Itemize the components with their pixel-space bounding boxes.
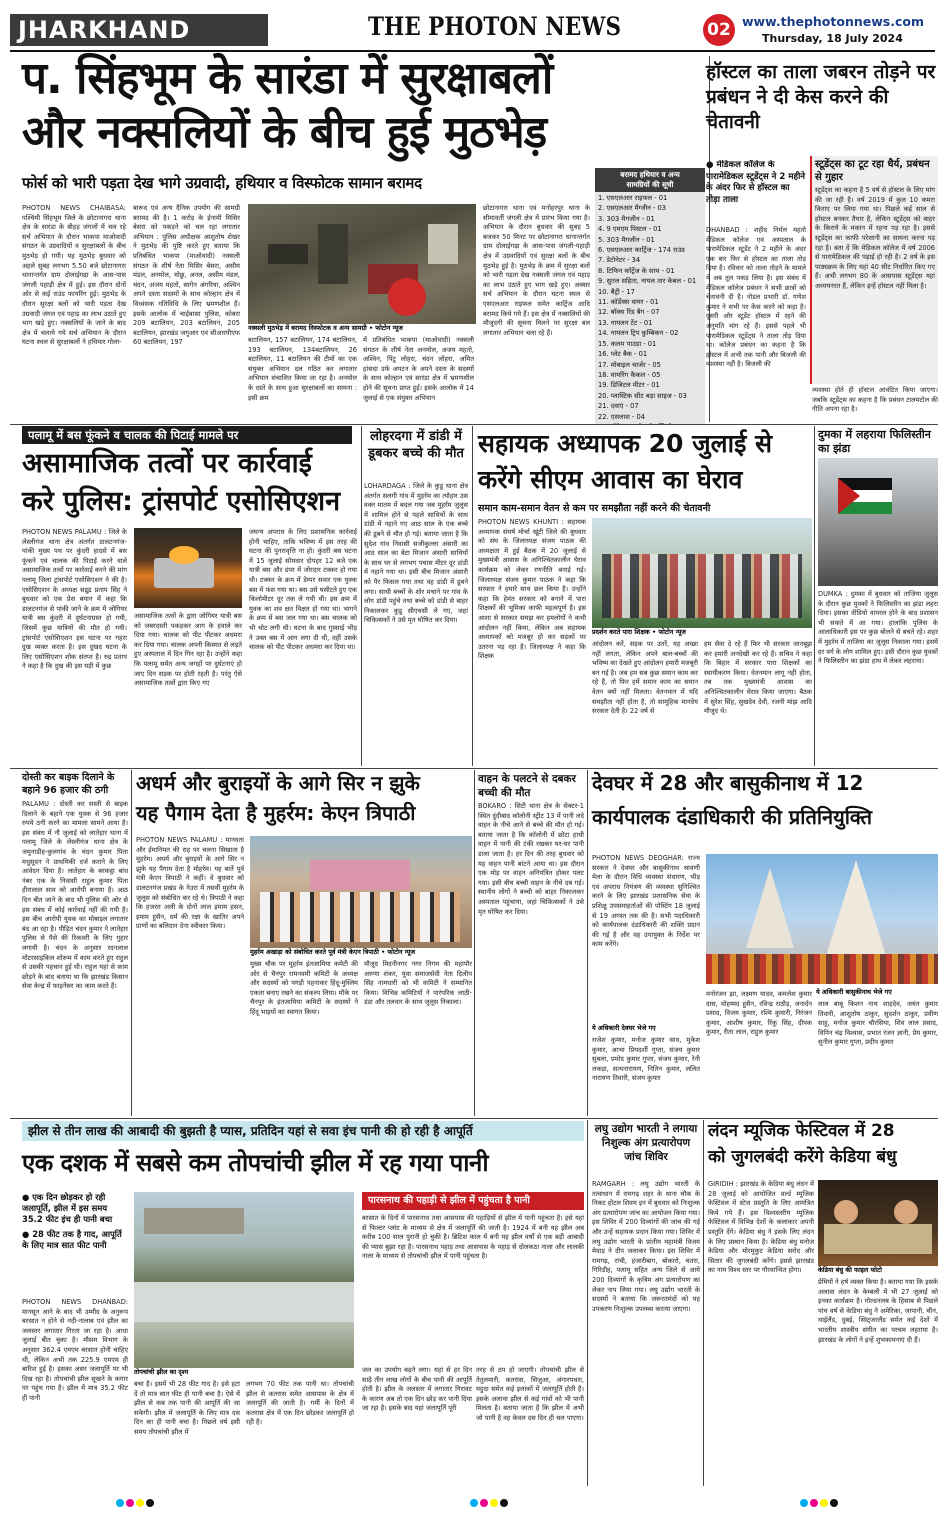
divider-lohardaga-teacher xyxy=(472,426,473,766)
bullet-icon: ● xyxy=(22,1192,33,1202)
lead-subhead: फोर्स को भारी पड़ता देख भागे उग्रवादी, हथियार व विस्फोटक सामान बरामद xyxy=(22,174,422,192)
lake-bullets: ● एक दिन छोड़कर हो रही जलापूर्ति, झील में इस समय 35.2 फीट इंच ही पानी बचा ● 28 फीट तक है गाद, आपूर्ति के लिए मात्र सात फीट पानी xyxy=(22,1192,122,1250)
lake-photo xyxy=(134,1192,354,1368)
recovered-item: 11. कॉर्डेक्स वायर - 01 xyxy=(598,298,659,307)
hostel-side-text: स्टूडेंट्स का कहना है 5 वर्ष से हॉस्टल के लिए मांग की जा रही है। वर्ष 2019 में कुल 10 कमरा किराए पर लिया गया था। पिछले कई साल से हॉस्टल बनकर तैयार है, लेकिन स्टूडेंट्स को बाहर के किराये के मकान में रहना पड़ रहा है। इससे स्टूडेंट्स का काफी परेशानी का सामना करना पड़ रहा है। बता दें कि मेडिकल कॉलेज में वर्ष 2006 से पारामेडिकल की पढ़ाई हो रही है। 2 वर्ष के इस पाठ्यक्रम के लिए यहां 40 सीट निर्धारित किए गए हैं। अभी लगभग 80 के आसपास स्टूडेंट्स यहां अध्ययनरत हैं, लेकिन इन्हें हॉस्टल नहीं मिला है। xyxy=(815,186,935,290)
recovered-item: 10. बैट्री - 17 xyxy=(598,287,635,296)
divider-muharram-bokaro xyxy=(474,770,475,1116)
divider-fraud-muharram xyxy=(131,770,132,1116)
recovered-item: 16. प्लेट बैक - 01 xyxy=(598,350,648,359)
section-label: JHARKHAND xyxy=(10,14,268,46)
palamu-headline-l2: करे पुलिस: ट्रांसपोर्ट एसोसिएशन xyxy=(22,486,341,517)
lake-col2: बचा है। इसमें भी 28 फीट गाद है। इसे हटा दें तो मात्र सात फीट ही पानी बचा है। ऐसे में झील से कब तक पानी की आपूर्ति की जा सकेगी। झील में जलापूर्ति के लिए मात्र दस दिन का ही पानी बचा है। पिछले वर्ष इसी समय तोपचांची झील में xyxy=(134,1380,240,1436)
teacher-headline-l1: सहायक अध्यापक 20 जुलाई से xyxy=(478,429,772,458)
recovered-item: 14. नायलन ट्रिप कुम्बिकन - 02 xyxy=(598,329,679,338)
lake-headline: एक दशक में सबसे कम तोपचांची झील में रह गया पानी xyxy=(22,1149,489,1177)
bullet-icon: ● xyxy=(22,1229,33,1239)
section-rule-3 xyxy=(10,1118,938,1119)
palamu-photo xyxy=(134,528,242,608)
recovered-items-box xyxy=(595,168,705,424)
recovered-item: 1. एसएलआर राइफल - 01 xyxy=(598,194,668,202)
ramgarh-headline: लघु उद्योग भारती ने लगाया निशुल्क अंग प्रत्यारोपण जांच शिविर xyxy=(594,1123,698,1163)
london-headline-l1: लंदन म्यूजिक फेस्टिवल में 28 xyxy=(708,1121,895,1141)
teacher-photo-caption: प्रदर्शन करते पारा शिक्षक • फोटोन न्यूज xyxy=(592,628,812,637)
recovered-item: 13. नायलन टेंट - 01 xyxy=(598,318,653,327)
hostel-col-a: DHANBAD : शहीद निर्मल महतो मेडिकल कॉलेज एवं अस्पताल के पारामेडिकल स्टूडेंट ने 2 महीने के अंदर एक बार फिर से हॉस्टल का ताला तोड़ दिया है। रविवार को ताला तोड़ने के मामले में अब तूल पकड़ लिया है। इस संबंध में मेडिकल कॉलेज प्रबंधन ने सभी छात्रों को चेतावनी दी है। नोडल प्रभारी डॉ. गणेश कुमार ने सभी पर केस करने को कहा है। दूसरी ओर स्टूडेंट हॉस्टल में रहने की अनुमति मांग रहे हैं। इससे पहले भी पारामेडिकल स्टूडेंट्स ने ताला तोड़ दिया था। कॉलेज प्रबंधन का कहना है कि हॉस्टल में अभी तक पानी और बिजली की व्यवस्था नहीं है। बिजली की xyxy=(706,226,806,369)
deoghar-col4: लाल बाबू किशन नाथ शाहदेव, जयंत कुमार तिवारी, आशुतोष ठाकुर, सुदर्शन ठाकुर, प्रवीण साहू, मनोज कुमार चौरसिया, शिव लाल प्रसाद, विपिन चंद्र विश्वास, प्रभात रंजन ज्ञानी, प्रेम कुमार, सुनील कुमार गुप्ता, प्रदीप कुमार xyxy=(818,1000,938,1047)
issue-date: Thursday, 18 July 2024 xyxy=(762,32,903,45)
palamu-headline-l1: असामाजिक तत्वों पर कार्रवाई xyxy=(22,448,312,479)
dumka-text: DUMKA : दुमका में बुधवार को ताजिया जुलूस के दौरान कुछ युवकों ने फिलिस्तीन का झंडा लहरा दिया। इसका वीडियो वायरल होने के बाद प्रशासन भी सकते में आ गया। हालांकि पुलिस के आलाधिकारी इस पर कुछ बोलने से बचते रहे। शहर में मुहर्रम में ताजिया का जुलूस निकाला गया। इसमें हर वर्ग के लोग शामिल हुए। इसी दौरान कुछ युवकों ने फिलिस्तीन का झंडा हाथ में लेकर लहराया। xyxy=(818,590,938,666)
london-photo xyxy=(818,1180,938,1266)
recovered-item: 6. एसएलआर कार्ट्रिज - 174 राउंड xyxy=(598,246,685,255)
section-rule-1 xyxy=(10,424,938,425)
lead-col3: बटालियन, 157 बटालियन, 174 बटालियन, 193 बटालियन, 134बटालियन, 26 बटालियन, 11 बटालियन की टीमों का एक संयुक्त अभियान दल गठित कर लगातार अभियान संचालित किया जा रहा है। अनमोल के दस्ते के साथ हुआ सुरक्षाबलों का सामना : इसी क्रम xyxy=(248,336,357,402)
page-number: 02 xyxy=(703,14,735,46)
lead-photo-caption: नक्सली मुठभेड़ में बरामद विस्फोटक व अन्य सामग्री • फोटोन न्यूज xyxy=(248,324,476,333)
teacher-headline-l2: करेंगे सीएम आवास का घेराव xyxy=(478,465,743,494)
muharram-photo xyxy=(250,836,472,948)
lead-photo xyxy=(248,204,476,324)
lake-col1: PHOTON NEWS DHANBAD: मानसून आने के बाद भी उम्मीद के अनुरूप बरसात न होने से नदी-नालाब एवं झील का जलस्तर लगातार गिरता जा रहा है। आधा जुलाई बीत चुका है। मौसम विभाग के अनुसार 362.4 एमएम बरसात होनी चाहिए थी, लेकिन अभी तक 225.9 एमएम ही बारिश हुई है। इसका असर जलापूर्ति पर भी दिख रहा है। तोपचांची झील सूखने के कगार पर पहुंच गया है। झील में मात्र 35.2 फीट ही पानी xyxy=(22,1298,128,1402)
hostel-bullet: ● मेडिकल कॉलेज के पारामेडिकल स्टूडेंट्स ने 2 महीने के अंदर फिर से हॉस्टल का तोड़ा ताला xyxy=(706,160,806,205)
teacher-photo xyxy=(592,518,812,628)
fraud-headline: दोस्ती कर बाइक दिलाने के बहाने 96 हजार की ठगी xyxy=(22,772,115,796)
recovered-item: 3. 303 मैगजीन - 01 xyxy=(598,214,655,223)
lead-col2: बारूद एवं अन्य दैनिक उपयोग की सामग्री बरामद की है। 1 करोड़ के ईनामी मिसिर बेसरा को पकड़ने को चल रहा लगातार अभियान : पुलिस अधीक्षक आशुतोष शेखर ने मुठभेड़ की पुष्टि करते हुए बताया कि प्रतिबंधित भाकपा (माओवादी) नक्सली संगठन के शीर्ष नेता मिसिर बेसरा, असीम मंडल, अनमोल, मोछु, अनल, असीम मंडल, चंदन, अजय महतो, सागेन अंगरिया, अश्विन अपने दस्ता सदस्यों के साथ कोल्हान क्षेत्र में विध्वंसक गतिविधि के लिए भ्रमणशील हैं। इसके आलोक में चाईबासा पुलिस, कोबरा 209 बटालियन, 203 बटालियन, 205 बटालियन, झारखंड जगुआर एवं सीआरपीएफ 60 बटालियन, 197 xyxy=(133,204,240,347)
divider-bokaro-deoghar xyxy=(587,770,588,1116)
recovered-item: 15. कलम पाउडा - 01 xyxy=(598,339,657,348)
lead-col4: में प्रतिबंधित भाकपा (माओवादी) नक्सली संगठन के शीर्ष नेता अनमोल, अजय महतो, अश्विन, पिंटु लोहरा, चंदन लोहरा, अमित हांसदा उर्फ अपटन के अपने दस्ता के सदस्यों के साथ कोल्हान एवं सारंडा क्षेत्र में भ्रमणशील होने की सूचना प्राप्त हुई। इसके आलोक में 14 जुलाई से एक संयुक्त अभियान xyxy=(363,336,474,402)
recovered-items-title: बरामद हथियार व अन्य सामग्रियों की सूची xyxy=(595,168,705,192)
recovered-item: 7. डेटोनेटर - 34 xyxy=(598,256,641,265)
deoghar-col1: PHOTON NEWS DEOGHAR: राज्य सरकार ने देवघर और बासुकीनाथ श्रावणी मेला के दौरान विधि व्यवस्था संधारण, भीड़ एवं अपराध नियंत्रण की व्यवस्था सुनिश्चित करने के लिए झारखंड प्रशासनिक सेवा के प्रशिक्षु उपसमाहर्ताओं की पोस्टिंग 18 जुलाई से 19 अगस्त तक की है। सभी पदाधिकारी को कार्यपालक दंडाधिकारी की शक्ति प्रदान की गई है और वह उपायुक्त के निर्देश पर काम करेंगे। xyxy=(592,854,700,949)
palamu-col2: असामाजिक तत्वों के द्वारा जोगियर यात्री बस को जबरदस्ती पकड़कर आग के हवाले कर दिया गया। चालक को पीट पीटकर अधमरा कर दिया गया। चालक अपनी किस्मत से लड़ते हुए अस्पताल में दिन गिन रहा है। उन्होंने कहा कि पलामू समेत अन्य जगहों पर दुर्घटनाएं हो जाए दिन सड़क पर होती रहती है। परंतु ऐसे असामाजिक तत्वों द्वारा किए गए xyxy=(134,612,242,688)
muharram-col1: PHOTON NEWS PALAMU : मानवता और ईमानियत की राह पर चलना सिखाता है मुहर्रम। अधर्म और बुराइयों के आगे सिर न झुके यह पैगाम देता है मोहर्रम। यह बातें पूर्व मंत्री केएन त्रिपाठी ने कहीं। वे बुधवार को डालटनगंज प्रखंड के नेउरा में तसवीं मुहर्रम के जुलूस को संबोधित कर रहे थे। त्रिपाठी ने कहा कि हजरत अली के दोनों लाल इमाम हसन, इमाम हुसैन, धर्म की रक्षा के खातिर अपने प्राणों का बलिदान देना स्वीकार किया। xyxy=(136,836,244,931)
recovered-item: 17. मोबाइल चार्जर - 05 xyxy=(598,360,661,369)
palamu-col3: जघन्य अपराध के लिए प्रशासनिक कार्रवाई होनी चाहिए, ताकि भविष्य में इस तरह की घटना की पुनरावृत्ति ना हो। कुंदरी बस घटना में 15 जुलाई सोमवार दोपहर 12 बजे एक यात्री बस और डंपर में जोरदार टक्कर हो गया थी। टक्कर के क्रम में डेम्पर सवार एक युवक बस में फंस गया था। बस उसे घसीटते हुए एक किलोमीटर दूर तक ले गयी थी। इस क्रम में युवक का शव क्षत विक्षत हो गया था। भागने के क्रम में बस जल गया था। बस चालक को भी चोट लगी थी। घटना के बाद गुस्साई भीड़ ने उक्त बस में आग लगा दी थी, वहीं उसके चालक को पीट पीटकर अधमरा कर दिया था। xyxy=(249,528,357,652)
lake-banner: झील से तीन लाख की आबादी की बुझती है प्यास, प्रतिदिन यहां से सवा इंच पानी की हो रही है आपूर्ति xyxy=(22,1121,584,1141)
deoghar-photo-caption: ये अधिकारी बासुकीनाथ भेजे गए xyxy=(816,988,938,997)
lake-photo-caption: तोपचांची झील का दृश्य xyxy=(134,1368,354,1377)
lohardaga-headline: लोहरदगा में डांडी में डूबकर बच्चे की मौत xyxy=(368,429,464,461)
recovered-items-list xyxy=(595,192,705,424)
bokaro-text: BOKARO : सिटी थाना क्षेत्र के सेक्टर-1 स्थित दुंदीबाद कॉलोनी स्ट्रीट 13 में पानी लदे वाहन के नीचे आने से बच्चे की मौत हो गई। बताया जाता है कि कॉलोनी में छोटा हाथी वाहन में पानी की टंकी रखकर घर-घर पानी डाला जाता है। हर दिन की तरह बुधवार को यह वाहन पानी बांटने आया था। इस दौरान एक मोड़ पर वाहन अनियंत्रित होकर पलट गया। इसी बीच बच्ची वाहन के नीचे दब गई। स्थानीय लोगों ने बच्ची को बाहर निकालकर अस्पताल पहुंचाया, जहां चिकित्सकों ने उसे मृत घोषित कर दिया। xyxy=(478,802,584,916)
muharram-col3: मौजूद मिदनीनगर नगर निगम की महापौर अरुणा शंकर, युवा समाजसेवी नेता दिलीप सिंह नामधारी को भी कमिटी ने सम्मानित किया। विभिन्न कमिटियों ने पारंपरिक लाठी-डंडा और तलवार के साथ जुलूस निकाला। xyxy=(364,960,472,1007)
recovered-item: 22. एसलाश - 04 xyxy=(598,412,645,421)
recovered-item: 12. बॉक्स रिंड बैग - 07 xyxy=(598,308,660,317)
recovered-item: 18. वायरिंग कैकल - 05 xyxy=(598,370,661,379)
recovered-item: 5. 303 मैगजीन - 01 xyxy=(598,235,655,244)
palamu-col1: PHOTON NEWS PALAMU : जिले के लेस्लीगंज थाना क्षेत्र अंतर्गत डालटनगंज-पांकी मुख्य पथ पर कुंदरी हादसे में बस फूंकने एवं चालक की पिटाई करने वाले असामाजिक तत्वों पर कार्रवाई करने की मांग पलामू जिला ट्रांसपोर्ट एसोसिएशन ने की है। एसोसिएशन के अध्यक्ष सद्रुद्र प्रताप सिंह ने बुधवार को एक प्रेस बयान में कहा कि डालटनगंज से पांकी जाने के क्रम में जोगियर यात्री बस कुंदरी में दुर्घटनाग्रस्त हो गयी, जिसमें कुछ यात्रियों की मौत हो गयी। ट्रांसपोर्ट एसोसिएशन इस घटना पर गहरा दुख व्यक्त करता है। इस दुखद घटना के लिए एसोसिएशन शोक संतप्त है। रुद्र प्रताप ने कहा है कि दुख की इस घड़ी में कुछ xyxy=(22,528,127,671)
recovered-item: 2. एसएलआर मैग्जीन - 03 xyxy=(598,204,667,213)
london-col1: GIRIDIH : झारखंड के केडिया बंधु लंदन में 28 जुलाई को आयोजित वर्ल्ड म्यूजिक फेस्टिवल में स्टेज प्रस्तुति के लिए आमंत्रित किये गये हैं। इस विश्वस्तरीय म्यूजिक फेस्टिवल में विभिन्न देशों के कलाकार अपनी प्रस्तुति देंगे। केडिया बंधु ने इसके लिए लंदन के लिए प्रस्थान किया है। केडिया बंधु मनोज केडिया और मोरमुकुट केडिया सरोद और सितार की जुगलबंदी करेंगे। इससे झारखंड का नाम विश्व स्तर पर गौरवान्वित होगा। xyxy=(708,1180,814,1275)
masthead xyxy=(0,0,945,52)
divider-ramgarh-london xyxy=(703,1120,704,1486)
lead-headline-line1: प. सिंहभूम के सारंडा में सुरक्षाबलों xyxy=(22,53,553,104)
lake-col6: तरह से ठप हो जाएगी। तोपचांची झील से तेतुलमारी, कतरास, सिजुआ, अंगारपथरा, महुदा समेत कई इलाकों में जलापूर्ति होती है। इसके अलावा झील से कई गांवों को भी पानी मिलता है। बताया जाता है कि झील में अभी जो पानी है वह केवल दस दिन ही चल पाएगा। xyxy=(476,1366,584,1422)
print-registration-bar xyxy=(0,1496,945,1510)
lohardaga-text: LOHARDAGA : जिले के कुडू थाना क्षेत्र अंतर्गत सलगी गांव में मुहर्रम का त्योहार उस वक्त मातम में बदल गया जब मुहर्रम जुलूस में शामिल होने से पहले साथियों के साथ डांडी में नहाने गए आठ साल के एक बच्चे की डूबने से मौत हो गई। बताया जाता है कि सुदेश गांव निवासी सजीकुल्ला अंसारी का आठ साल का बेटा मिजान अंसारी साथियों के साथ घर से लगभग पचास मीटर दूर डांडी में नहाने गया था। इसी बीच मिजान अंसारी को पैर फिसल गया तथा वह डांडी में डूबने लगा। साथी बच्चों के शोर मचाने पर गांव के लोग डांडी पहुंचे तथा बच्चे को डांडी से बाहर निकालकर कुडू सीएचसी ले गए, जहां चिकित्सकों ने उसे मृत घोषित कर दिया। xyxy=(364,482,468,625)
masthead-rule xyxy=(10,50,935,52)
palamu-kicker: पलामू में बस फूंकने व चालक की पिटाई मामले पर xyxy=(22,426,352,444)
hostel-side-head: स्टूडेंट्स का टूट रहा धैर्य, प्रबंधन से गुहार xyxy=(815,159,930,183)
london-headline-l2: को जुगलबंदी करेंगे केडिया बंधु xyxy=(708,1147,897,1167)
divider-teacher-dumka xyxy=(814,426,815,766)
lake-col5: जल का उपयोग बढ़ने लगा। यहां से हर दिन साढ़े तीन लाख लोगों के बीच पानी की आपूर्ति होती है। झील के जलस्तर में लगातार गिरावट के कारण अब तो एक दिन छोड़ कर पानी दिया जा रहा है। इसके बाद यहां जलापूर्ति पूरी xyxy=(362,1366,472,1413)
recovered-item: 21. दवाएं - 07 xyxy=(598,402,639,411)
divider-palamu-lohardaga xyxy=(361,426,362,766)
hostel-sidebox xyxy=(810,156,938,384)
lake-col4: बरसात के दिनों में पारसनाथ तथा आसपास की पहाड़ियों से झील में पानी पहुंचता है। इसे यहां से फिल्टर प्लांट के माध्यम से क्षेत्र में जलापूर्ति की जाती है। 1924 में बनी यह झील अब करीब 100 साल पुरानी हो चुकी है। ब्रिटिश काल में बनी यह झील वर्षों से एक बड़ी आबादी की प्यास बुझा रहा है। पारसनाथ पहाड़ तथा आसपास के पहाड़ से दोलकठा नाला और लालकी नाला के माध्यम से तोपचांची झील में पानी पहुंचता है। xyxy=(362,1214,584,1261)
bokaro-headline: वाहन के पलटने से दबकर बच्ची की मौत xyxy=(478,773,576,799)
recovered-item: 19. डिजिटल मीटर - 01 xyxy=(598,381,660,390)
teacher-subhead: समान काम-समान वेतन से कम पर समझौता नहीं करने की चेतावनी xyxy=(478,503,711,514)
lead-col5: छोटानागरा थाना एवं मनोहरपुर थाना के सीमावर्ती जंगली क्षेत्र में प्रारंभ किया गया है। अभियान के दौरान बुधवार की सुबह 5 बजकर 50 मिनट पर छोटानागरा थानान्तर्गत ग्राम दोलाईगढ़ा के आस-पास जंगली-पहाड़ी क्षेत्र में उग्रवादियों एवं सुरक्षा बलों के बीच मुठभेड़ हुई है। मुठभेड़ के क्रम में सुरक्षा बलों को भारी पड़ता देख नक्सली जंगल एवं पहाड़ का लाभ उठाते हुए भाग खड़े हुए। अक्सर सर्च अभियान के दौरान घटना स्थल से एसएलआर राइफल समेत कार्ट्रिज आदि बरामद किये गये हैं। इस क्षेत्र में नक्सलियों की मौजूदगी की सूचना मिलने पर सुरक्षा बल लगातार अभियान चला रहे हैं। xyxy=(483,204,590,337)
dumka-headline: दुमका में लहराया फिलिस्तीन का झंडा xyxy=(818,428,931,455)
lake-col3: लगभग 70 फीट तक पानी था। तोपचांची झील से कतरास समेत आसपास के क्षेत्र में जलापूर्ति की जाती है। गर्मी के दिनों में कतरास क्षेत्र में एक दिन छोड़कर जलापूर्ति हो रही है। xyxy=(246,1380,354,1427)
section-rule-2 xyxy=(10,768,938,769)
deoghar-photo xyxy=(706,854,938,984)
lead-col1: PHOTON NEWS CHAIBASA: पश्चिमी सिंहभूम जिले के छोटानागरा थाना क्षेत्र के सारंडा के बीहड़ जंगलों में चल रहे सर्च अभियान के दौरान भाकपा माओवादी संगठन के उग्रवादियों व सुरक्षाबलों के बीच मुठभेड़ हो गयी। यह मुठभेड़ बुधवार को अहले सुबह लगभग 5.50 बजे छोटानागरा थानान्तर्गत ग्राम दोलाईगढ़ा के आस-पास जंगली पहाड़ी क्षेत्र में हुई। इस दौरान दोनों ओर से कई राउंड फायरिंग हुई। मुठभेड़ के दौरान सुरक्षा बलों को भारी पड़ता देख उग्रवादी जंगल एवं पहाड़ का लाभ उठाते हुए भाग खड़े हुए। नक्सलियों के जाने के बाद क्षेत्र में चलाये गये सर्च अभियान के दौरान घटना स्थल से सुरक्षाबलों ने हथियार गोला- xyxy=(22,204,126,347)
deoghar-headline-l2: कार्यपालक दंडाधिकारी की प्रतिनियुक्ति xyxy=(592,805,873,829)
muharram-col2: मुख्य चौक पर मुहर्रम इंतजामिया कमेटी की ओर से चैनपुर रामनवमी कमिटी के अध्यक्ष और सदस्यों को पगड़ी पहनाकर हिंदू-मुस्लिम एकता बनाए रखने का संकल्प लिया। मौके पर चैनपुर के इंतजामिया कमिटी के सदस्यों ने हिंदू भाइयों का स्वागत किया। xyxy=(250,960,358,1016)
muharram-headline-l1: अधर्म और बुराइयों के आगे सिर न झुके xyxy=(136,771,420,795)
muharram-headline-l2: यह पैगाम देता है मुहर्रम: केएन त्रिपाठी xyxy=(136,801,416,825)
deoghar-headline-l1: देवघर में 28 और बासुकीनाथ में 12 xyxy=(592,771,864,795)
lead-headline-line2: और नक्सलियों के बीच हुई मुठभेड़ xyxy=(22,107,547,158)
divider-lake-ramgarh xyxy=(587,1120,588,1486)
teacher-col1: PHOTON NEWS KHUNTI : सहायक अध्यापक संघर्ष मोर्चा खूंटी जिले की बुधवार को संघ के जिलाध्यक्ष संजय पाठक की अध्यक्षता में हुई बैठक में 20 जुलाई से मुख्यमंत्री आवास के अनिश्चितकालीन घेराव कार्यक्रम को लेकर रणनीति बनाई गई। जिलाध्यक्ष संजय कुमार पाठक ने कहा कि सरकार ने हमारे साथ छल किया है। उन्होंने कहा कि हेमंत सरकार को बनाने में पारा शिक्षकों की भूमिका काफी महत्वपूर्ण है। इस आशा से सरकार समझ कर हमलोगों ने कभी आंदोलन नहीं किया, लेकिन अब सहायक अध्यापकों को मजबूर हो कर सड़कों पर उतरना पड़ रहा है। जिलाध्यक्ष ने कहा कि शिक्षक xyxy=(478,518,586,661)
deoghar-col2: राजेश कुमार, मनोज कुमार साव, मुकेश कुमार, आभा प्रियदर्शी गुप्ता, संजय कुमार सुबला, प्रमोद कुमार गुप्ता, संजय कुमार, रेनी लकड़ा, सत्यनारायण, नितिन कुमार, ललित नारायण तिवारी, संजय कुमार xyxy=(592,1036,700,1083)
london-col2: प्रेमियों ने हर्ष व्यक्त किया है। बताया गया कि इसके अलावा लंदन के केम्बली में भी 27 जुलाई को इनका कार्यक्रम है। गोल्डनलब के हिसाब से पिछले पांच वर्ष से केडिया बंधु ने अमेरिका, जापानी, चीन, थाईलैंड, दुबई, स्विट्जरलैंड समेत कई देशों में भारतीय शास्त्रीय संगीत का परचम लहराया है। झारखंड के लोगों ने इन्हें शुभकामनाएं दी हैं। xyxy=(818,1278,938,1344)
muharram-photo-caption: मुहर्रम अखाड़ा को संबोधित करते पूर्व मंत्री केएन त्रिपाठी • फोटोन न्यूज xyxy=(250,948,472,957)
hostel-col-b: व्यवस्था होते ही हॉस्टल आवंटित किया जाएगा। जबकि स्टूडेंट्स का कहना है कि प्रबंधन टालमटोल की नीति अपना रहा है। xyxy=(812,386,938,414)
recovered-item: 20. प्लास्टिक सीट बड़ा साइज - 03 xyxy=(598,391,687,400)
teacher-col2: आंदोलन करें, सड़क पर उतरें, यह अच्छा नहीं लगता, लेकिन अपने बाल-बच्चों की भविष्य का देखते हुए आंदोलन हमारी मजबूरी बन गई है। जब हम सब कुछ समान काम कर रहे हैं, तो फिर हमें समान काम का समान वेतन क्यों नहीं मिलता। वेतनमान में यदि समझौता नहीं होता है, तो सामूहिक मानदेय सरकार देती है। 22 वर्ष से xyxy=(592,640,698,716)
london-photo-caption: केडिया बंधु की फाइल फोटो xyxy=(818,1266,938,1275)
bullet-icon: ● xyxy=(706,160,717,170)
recovered-item: 9. सुतल सहिता, नायल तार केबल - 01 xyxy=(598,277,697,286)
deoghar-col3: मनोरंजन झा, लक्ष्मण यादव, कमलेश कुमार दास, मोहम्मद हुसैन, रविन्द्र राठौड़, जनार्दन प्रसाद, विजय कुमार, रश्मि कुमारी, निरंजन कुमार, आशीष कुमार, रिंकू सिंह, दीपक कुमार, रीता लाल, राहुल कुमार xyxy=(706,990,812,1037)
hostel-headline: हॉस्टल का ताला जबरन तोड़ने पर प्रबंधन ने दी केस करने की चेतावनी xyxy=(706,61,936,133)
dumka-photo xyxy=(818,458,938,586)
recovered-item: 8. टिफिन कॉर्ट्रेज के साथ - 01 xyxy=(598,266,675,275)
fraud-text: PALAMU : दोस्ती कर सस्ती से बाइक दिलाने के बहाने एक युवक से 96 हजार रुपये ठगी करने का मामला सामने आया है। इस संबंध में नौ जुलाई को लातेहार थाना में पलामू जिले के लेस्लीगंज थाना क्षेत्र के जमुनाडीह-कुलगांव के चंदन कुमार पिता मधुसूदन ने प्राथमिकी दर्ज कराने के लिए आवेदन दिया है। लातेहार के बरकट्ठा बांध नंबर एक के निवासी राहुल कुमार पिता हीरालाल साव को आरोपी बनाया है। आठ दिन बीत जाने के बाद भी पुलिस की ओर से इस संबंध में कोई कार्रवाई नहीं की गयी है। इस बीच आरोपी युवक का मोबाइल लगातार बंद आ रहा है। पीड़ित चंदन कुमार ने लातेहार पुलिस से पैसे की रिकवरी के लिए गुहार लगायी है। चंदन के अनुसार रदनलाल मोटरसाइकिल शोरूम में काम करते हुए राहुल से उसकी पहचान हुई थी। राहुल यहां से काम छोड़ने के बाद बताया था कि झारखंड किसान सेवा केन्द्र में फाइनेंसर का काम करते हैं। xyxy=(22,800,128,991)
ramgarh-text: RAMGARH : लघु उद्योग भारती के तत्वाधान में रामगढ़ शहर के थाना चौक के निकट होटल शिवम इन में बुधवार को निःशुल्क अंग प्रत्यारोपण जांच का आयोजन किया गया। इस शिविर में 200 दिव्यांगों की जांच की गई और उन्हें सहायक प्रदान किया गया। शिविर में लघु उद्योग भारती के प्रांतीय महामंत्री विजय मेवाड़ ने दीप जलाकर किया। इस शिविर में रामगढ़, रांची, हजारीबाग, बोकारो, चतरा, गिरिडीह, पलामू सहित अन्य जिले से आये 200 दिव्यांगों के कृत्रिम अंग प्रत्यारोपण का लेकर नाप लिया गया। लघु उद्योग भारती के सदस्यों ने बताया कि जरूरतमंदों को यह उपकरण निःशुल्क उपलब्ध कराया जाएगा। xyxy=(592,1180,700,1313)
deoghar-list-label: ये अधिकारी देवघर भेजे गए xyxy=(592,1024,700,1033)
lake-red-label: पारसनाथ की पहाड़ी से झील में पहुंचता है पानी xyxy=(362,1192,584,1210)
recovered-item: 4. 9 एमएम पिस्टल - 01 xyxy=(598,225,662,234)
website[interactable]: www.thephotonnews.com xyxy=(742,14,924,29)
teacher-col3: हम सेवा दे रहे हैं फिर भी सरकार जानबूझ कर हमारी अनदेखी कर रहे हैं। सचिव ने कहा कि बिहार में सरकार पारा शिक्षकों का स्थायीकरण किया। वेतनमान लागू नहीं होता, तब तक मुख्यमंत्री आवास का अनिश्चितकालीन घेराव किया जाएगा। बैठक में सुरेश सिंह, सुखदेव देवी, रजनी मांझ आदि मौजूद थे। xyxy=(704,640,812,716)
paper-name: THE PHOTON NEWS xyxy=(368,12,621,41)
